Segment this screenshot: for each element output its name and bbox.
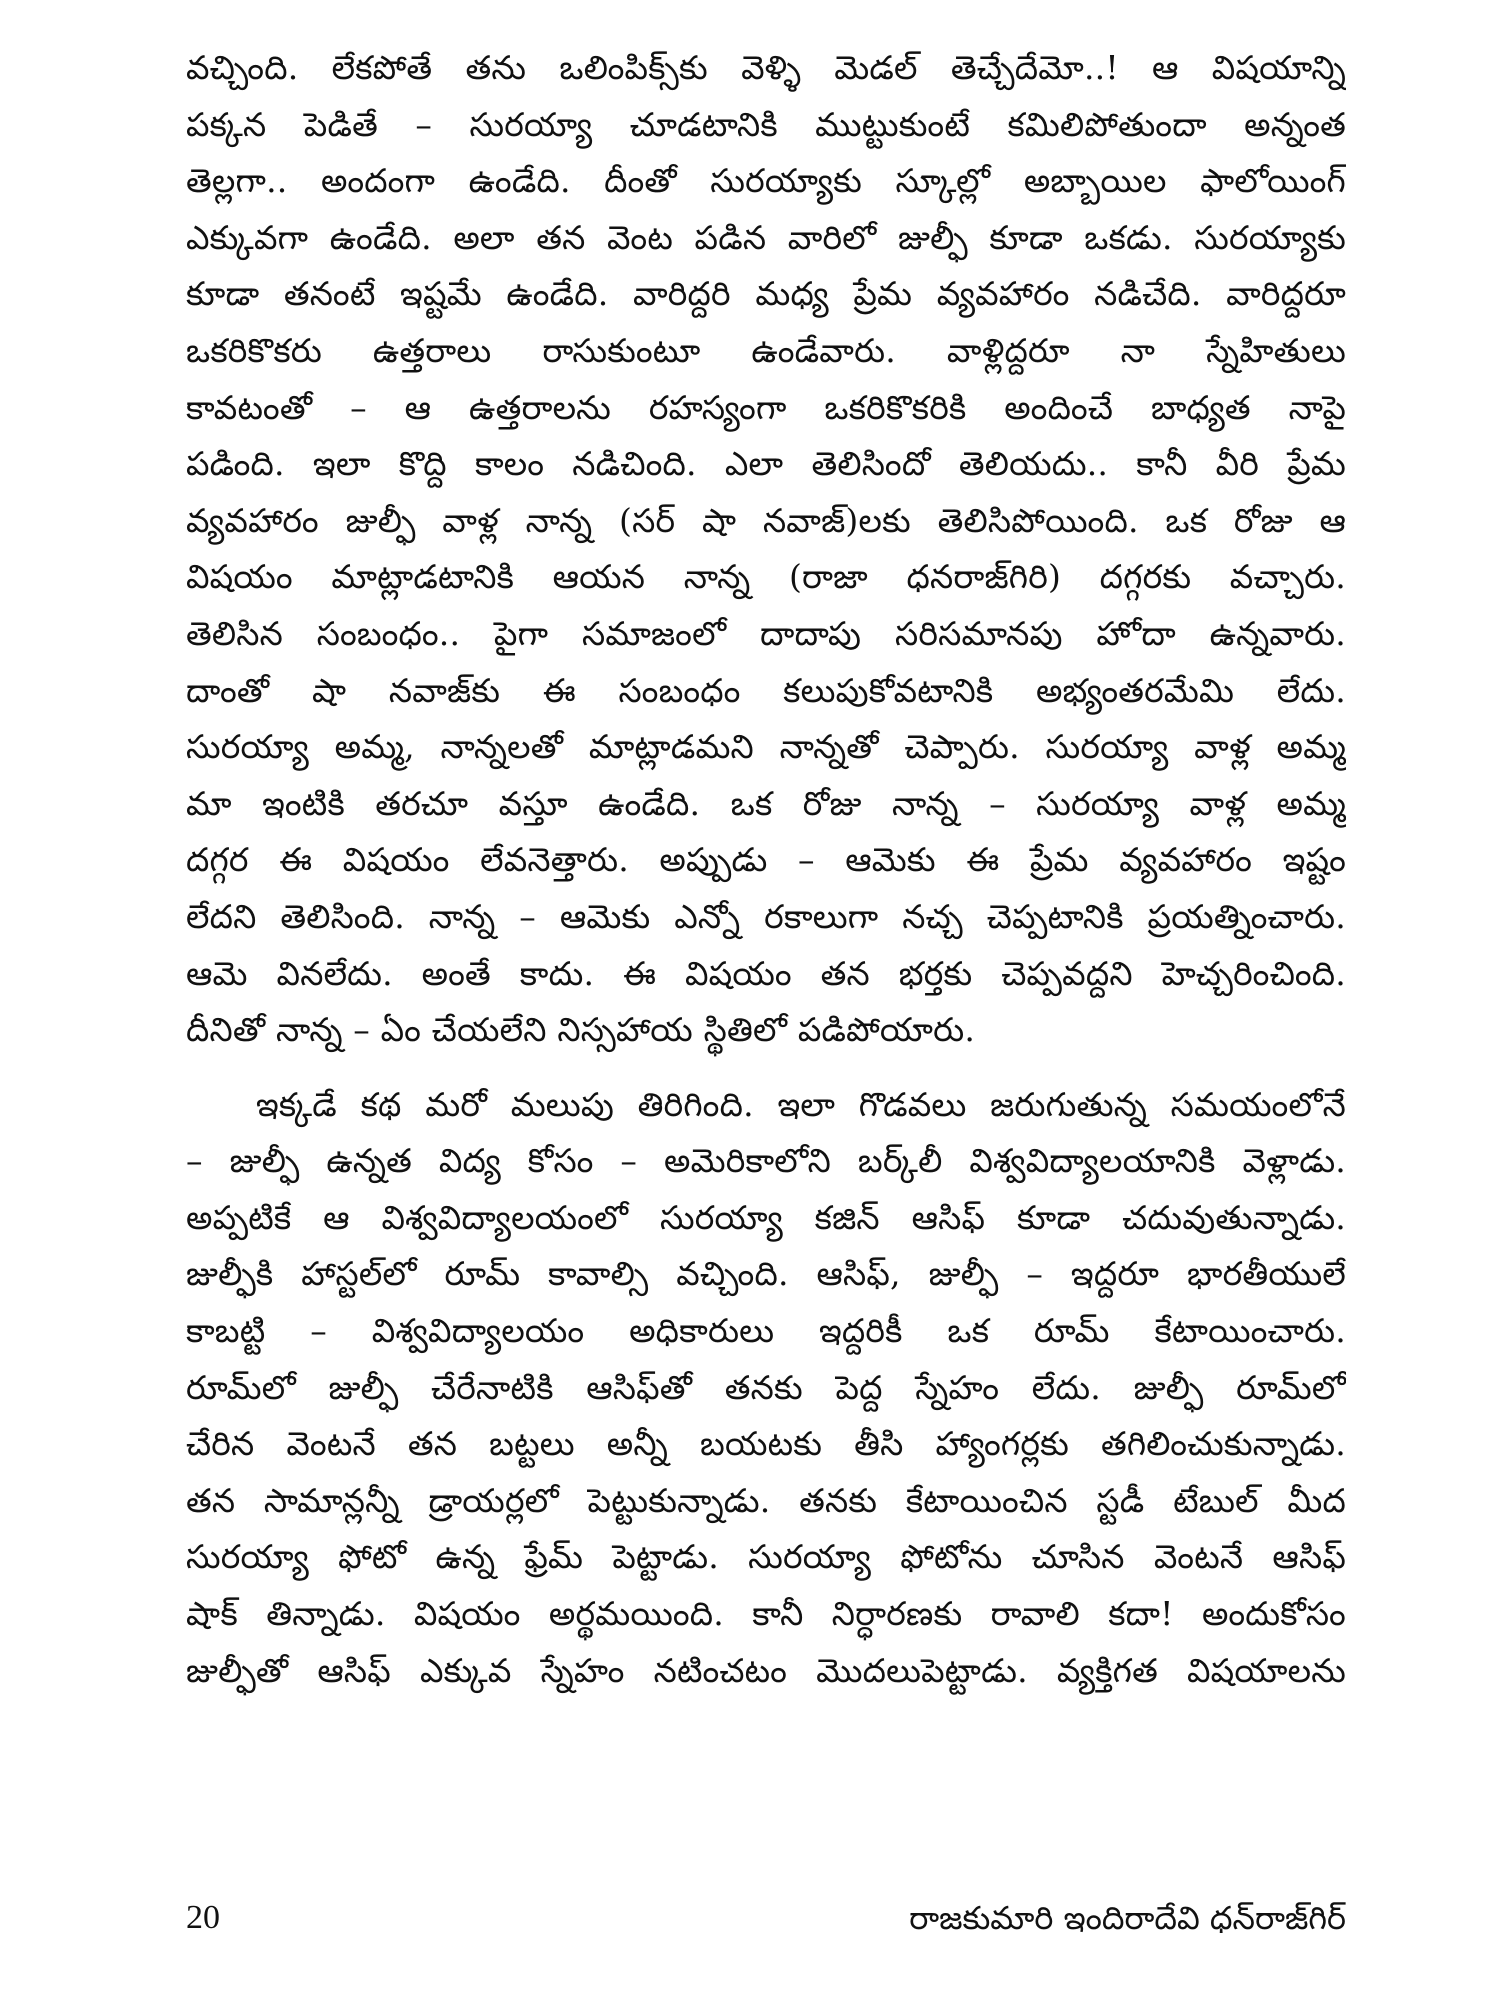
paragraph-1	[186, 40, 1346, 1059]
text-line: పక్కన పెడితే – సురయ్యా చూడటానికి ముట్టుకుంటే కమిలిపోతుందా అన్నంత	[186, 104, 1346, 144]
text-line: తెల్లగా.. అందంగా ఉండేది. దీంతో సురయ్యాకు స్కూల్లో అబ్బాయిల ఫాలోయింగ్	[186, 161, 1346, 201]
text-line: సురయ్యా అమ్మ, నాన్నలతో మాట్లాడమని నాన్నతో చెప్పారు. సురయ్యా వాళ్ల అమ్మ	[186, 727, 1346, 767]
text-line: జుల్ఫీతో ఆసిఫ్ ఎక్కువ స్నేహం నటించటం మొదలుపెట్టాడు. వ్యక్తిగత విషయాలను	[186, 1650, 1346, 1690]
text-line: – జుల్ఫీ ఉన్నత విద్య కోసం – అమెరికాలోని బర్క్‌లీ విశ్వవిద్యాలయానికి వెళ్లాడు.	[186, 1141, 1346, 1181]
text-line: దీనితో నాన్న – ఏం చేయలేని నిస్సహాయ స్థితిలో పడిపోయారు.	[186, 1010, 976, 1050]
text-line: ఆమె వినలేదు. అంతే కాదు. ఈ విషయం తన భర్తకు చెప్పవద్దని హెచ్చరించింది.	[186, 953, 1346, 993]
text-line: దగ్గర ఈ విషయం లేవనెత్తారు. అప్పుడు – ఆమెకు ఈ ప్రేమ వ్యవహారం ఇష్టం	[186, 840, 1346, 880]
text-line: ఇక్కడే కథ మరో మలుపు తిరిగింది. ఇలా గొడవలు జరుగుతున్న సమయంలోనే	[256, 1084, 1346, 1124]
text-line: లేదని తెలిసింది. నాన్న – ఆమెకు ఎన్నో రకాలుగా నచ్చ చెప్పటానికి ప్రయత్నించారు.	[186, 896, 1346, 936]
text-line: పడింది. ఇలా కొద్ది కాలం నడిచింది. ఎలా తెలిసిందో తెలియదు.. కానీ వీరి ప్రేమ	[186, 444, 1346, 484]
text-line: సురయ్యా ఫోటో ఉన్న ఫ్రేమ్ పెట్టాడు. సురయ్యా ఫోటోను చూసిన వెంటనే ఆసిఫ్	[186, 1537, 1346, 1577]
text-line: షాక్ తిన్నాడు. విషయం అర్థమయింది. కానీ నిర్ధారణకు రావాలి కదా! అందుకోసం	[186, 1594, 1346, 1634]
running-title: రాజకుమారి ఇందిరాదేవి ధన్‌రాజ్‌గిర్	[909, 1899, 1346, 1937]
text-line: జుల్ఫీకి హాస్టల్‌లో రూమ్ కావాల్సి వచ్చింది. ఆసిఫ్, జుల్ఫీ – ఇద్దరూ భారతీయులే	[186, 1254, 1346, 1294]
text-line: వ్యవహారం జుల్ఫీ వాళ్ల నాన్న (సర్ షా నవాజ్)లకు తెలిసిపోయింది. ఒక రోజు ఆ	[186, 500, 1346, 540]
text-line: కాబట్టి – విశ్వవిద్యాలయం అధికారులు ఇద్దరికీ ఒక రూమ్ కేటాయించారు.	[186, 1311, 1346, 1351]
text-line: చేరిన వెంటనే తన బట్టలు అన్నీ బయటకు తీసి హ్యాంగర్లకు తగిలించుకున్నాడు.	[186, 1424, 1346, 1464]
text-line: విషయం మాట్లాడటానికి ఆయన నాన్న (రాజా ధనరాజ్‌గిరి) దగ్గరకు వచ్చారు.	[186, 557, 1346, 597]
text-line: కూడా తనంటే ఇష్టమే ఉండేది. వారిద్దరి మధ్య ప్రేమ వ్యవహారం నడిచేది. వారిద్దరూ	[186, 274, 1346, 314]
text-line: ఎక్కువగా ఉండేది. అలా తన వెంట పడిన వారిలో జుల్ఫీ కూడా ఒకడు. సురయ్యాకు	[186, 217, 1346, 257]
text-line: అప్పటికే ఆ విశ్వవిద్యాలయంలో సురయ్యా కజిన్ ఆసిఫ్ కూడా చదువుతున్నాడు.	[186, 1197, 1346, 1237]
text-line: మా ఇంటికి తరచూ వస్తూ ఉండేది. ఒక రోజు నాన్న – సురయ్యా వాళ్ల అమ్మ	[186, 783, 1346, 823]
paragraph-2	[186, 1077, 1346, 1700]
page-footer	[186, 1890, 1346, 1946]
text-line: తన సామాన్లన్నీ డ్రాయర్లలో పెట్టుకున్నాడు. తనకు కేటాయించిన స్టడీ టేబుల్ మీద	[186, 1480, 1346, 1520]
text-line: దాంతో షా నవాజ్‌కు ఈ సంబంధం కలుపుకోవటానికి అభ్యంతరమేమి లేదు.	[186, 670, 1346, 710]
text-line: కావటంతో – ఆ ఉత్తరాలను రహస్యంగా ఒకరికొకరికి అందించే బాధ్యత నాపై	[186, 387, 1346, 427]
body-text	[186, 40, 1346, 1699]
page-number: 20	[186, 1899, 220, 1936]
paragraph-spacer	[186, 1059, 1346, 1077]
text-line: రూమ్‌లో జుల్ఫీ చేరేనాటికి ఆసిఫ్‌తో తనకు పెద్ద స్నేహం లేదు. జుల్ఫీ రూమ్‌లో	[186, 1367, 1346, 1407]
text-line: వచ్చింది. లేకపోతే తను ఒలింపిక్స్‌కు వెళ్ళి మెడల్ తెచ్చేదేమో..! ఆ విషయాన్ని	[186, 48, 1346, 87]
text-line: తెలిసిన సంబంధం.. పైగా సమాజంలో దాదాపు సరిసమానపు హోదా ఉన్నవారు.	[186, 613, 1346, 653]
text-line: ఒకరికొకరు ఉత్తరాలు రాసుకుంటూ ఉండేవారు. వాళ్లిద్దరూ నా స్నేహితులు	[186, 330, 1346, 370]
